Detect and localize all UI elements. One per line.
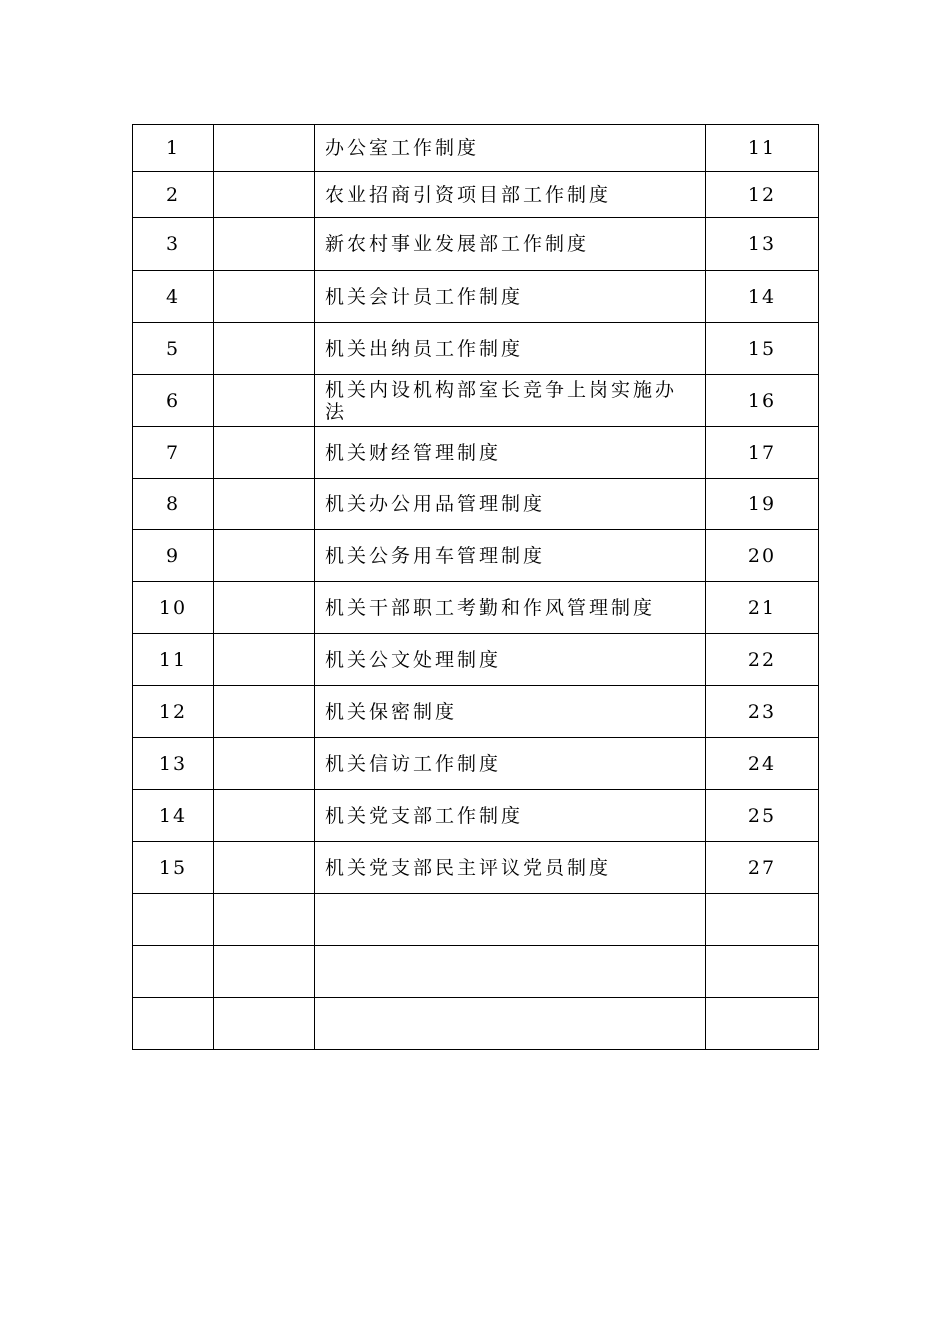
- table-row: [133, 125, 819, 172]
- blank-cell: [214, 218, 315, 271]
- blank-cell: [214, 427, 315, 479]
- table-row: [133, 946, 819, 998]
- row-title: 机关会计员工作制度: [315, 271, 706, 323]
- page-number: 15: [706, 323, 819, 375]
- table-row: [133, 738, 819, 790]
- row-number: 14: [133, 790, 214, 842]
- table-row: [133, 323, 819, 375]
- row-title: 机关党支部工作制度: [315, 790, 706, 842]
- row-number: 2: [133, 172, 214, 218]
- row-number: 13: [133, 738, 214, 790]
- blank-cell: [214, 530, 315, 582]
- row-title: 机关信访工作制度: [315, 738, 706, 790]
- page-number: 17: [706, 427, 819, 479]
- row-title: [315, 946, 706, 998]
- row-title: 机关党支部民主评议党员制度: [315, 842, 706, 894]
- blank-cell: [214, 946, 315, 998]
- page-number: 27: [706, 842, 819, 894]
- page-number: [706, 998, 819, 1050]
- blank-cell: [214, 998, 315, 1050]
- row-number: 7: [133, 427, 214, 479]
- row-number: [133, 894, 214, 946]
- blank-cell: [214, 894, 315, 946]
- row-title: 机关办公用品管理制度: [315, 479, 706, 530]
- row-title: 机关保密制度: [315, 686, 706, 738]
- table-row: [133, 530, 819, 582]
- table-row: [133, 172, 819, 218]
- page-number: 24: [706, 738, 819, 790]
- table-row: [133, 998, 819, 1050]
- row-title: 新农村事业发展部工作制度: [315, 218, 706, 271]
- row-title: 农业招商引资项目部工作制度: [315, 172, 706, 218]
- page-number: 16: [706, 375, 819, 427]
- row-title: 机关内设机构部室长竞争上岗实施办法: [315, 375, 706, 427]
- page-number: 13: [706, 218, 819, 271]
- row-number: 8: [133, 479, 214, 530]
- page-number: [706, 946, 819, 998]
- row-number: 10: [133, 582, 214, 634]
- row-number: 9: [133, 530, 214, 582]
- page-number: 25: [706, 790, 819, 842]
- table-row: [133, 634, 819, 686]
- blank-cell: [214, 686, 315, 738]
- blank-cell: [214, 323, 315, 375]
- page-number: 21: [706, 582, 819, 634]
- row-title: 办公室工作制度: [315, 125, 706, 172]
- row-title: 机关干部职工考勤和作风管理制度: [315, 582, 706, 634]
- page-number: [706, 894, 819, 946]
- table-row: [133, 271, 819, 323]
- row-number: 12: [133, 686, 214, 738]
- table-row: [133, 582, 819, 634]
- blank-cell: [214, 842, 315, 894]
- row-number: 1: [133, 125, 214, 172]
- page-number: 11: [706, 125, 819, 172]
- blank-cell: [214, 125, 315, 172]
- page-number: 23: [706, 686, 819, 738]
- blank-cell: [214, 271, 315, 323]
- row-number: 4: [133, 271, 214, 323]
- page-number: 19: [706, 479, 819, 530]
- row-number: 5: [133, 323, 214, 375]
- blank-cell: [214, 479, 315, 530]
- row-title: [315, 998, 706, 1050]
- blank-cell: [214, 634, 315, 686]
- page-number: 14: [706, 271, 819, 323]
- row-title: 机关公文处理制度: [315, 634, 706, 686]
- blank-cell: [214, 738, 315, 790]
- row-number: 15: [133, 842, 214, 894]
- row-title: 机关财经管理制度: [315, 427, 706, 479]
- blank-cell: [214, 582, 315, 634]
- row-number: [133, 946, 214, 998]
- table-row: [133, 842, 819, 894]
- table-row: [133, 479, 819, 530]
- blank-cell: [214, 375, 315, 427]
- row-number: 3: [133, 218, 214, 271]
- blank-cell: [214, 172, 315, 218]
- page-number: 22: [706, 634, 819, 686]
- row-title: [315, 894, 706, 946]
- page-number: 20: [706, 530, 819, 582]
- page-number: 12: [706, 172, 819, 218]
- document-table: [132, 124, 819, 1050]
- row-number: 11: [133, 634, 214, 686]
- table-row: [133, 686, 819, 738]
- table-row: [133, 427, 819, 479]
- row-number: [133, 998, 214, 1050]
- row-title: 机关公务用车管理制度: [315, 530, 706, 582]
- table-row: [133, 218, 819, 271]
- row-number: 6: [133, 375, 214, 427]
- blank-cell: [214, 790, 315, 842]
- row-title: 机关出纳员工作制度: [315, 323, 706, 375]
- table-row: [133, 790, 819, 842]
- table-row: [133, 894, 819, 946]
- table-row: [133, 375, 819, 427]
